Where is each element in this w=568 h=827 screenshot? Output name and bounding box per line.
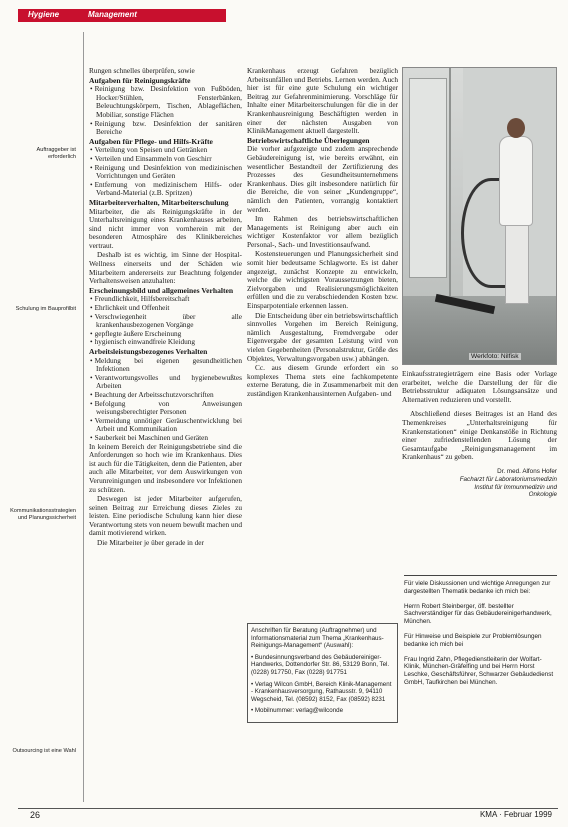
acknowledgements-box (404, 575, 557, 694)
list-item: • Ehrlichkeit und Offenheit (89, 304, 242, 313)
list-reinigung (89, 85, 242, 137)
list-item: • Befolgung von Anweisungen weisungsberechtigter Personen (89, 400, 242, 417)
list-item: • Meldung bei eigenen gesundheitlichen Infektionen (89, 357, 242, 374)
address-info-box (247, 623, 398, 723)
photo-door (409, 78, 447, 278)
list-arbeit (89, 357, 242, 443)
infobox-title: Anschriften für Beratung (Auftragnehmer) und Informationsmaterial zum Thema „Krankenhaus-Reinigungs-Management“ (Auswahl): (251, 627, 384, 650)
list-item: • Sauberkeit bei Maschinen und Geräten (89, 434, 242, 443)
heading-arbeit: Arbeitsleistungsbezogenes Verhalten (89, 347, 208, 356)
margin-note-1: Auftraggeber ist erforderlich (36, 147, 76, 160)
paragraph: Einkaufsstrategieträgern eine Basis oder Vorlage erarbeitet, welche die Darstellung der für die Betriebsstruktur adäquaten Lösungsansätze und Alternativen reduzieren und vorstellt. (402, 370, 557, 404)
issue-label: KMA · Februar 1999 (479, 810, 552, 819)
paragraph: In keinem Bereich der Reinigungsbetriebe sind die Anforderungen so hoch wie im Krankenhaus. Dies ist auch für die Tätigkeiten, denn die Patienten, aber auch alle Mitarbeiter, vor dem Auswirkungen von Verunreinigungen und insbesondere vor Infektionen zu schützen. (89, 441, 242, 494)
author-name: Dr. med. Alfons Hofer (497, 467, 557, 475)
worker-legs (505, 224, 529, 304)
list-item: • Verteilung von Speisen und Getränken (89, 146, 242, 155)
list-item: • Reinigung und Desinfektion von medizinischen Vorrichtungen und Geräten (89, 164, 242, 181)
list-item: • Vermeidung unnötiger Geräuschentwicklung bei Arbeit und Kommunikation (89, 417, 242, 434)
margin-note-3: Kommunikationsstrategien und Planungssicherheit (10, 508, 76, 521)
list-item: • Verantwortungsvolles und hygienebewußtes Arbeiten (89, 374, 242, 391)
margin-divider (83, 32, 84, 802)
paragraph: Für viele Diskussionen und wichtige Anregungen zur dargestellten Thematik bedanke ich mich bei: (404, 580, 551, 595)
subsection-label: Management (88, 10, 137, 19)
list-item: • Freundlichkeit, Hilfsbereitschaft (89, 295, 242, 304)
author-role: Onkologie (528, 491, 557, 499)
paragraph: Frau Ingrid Zahn, Pflegedienstleiterin der Wolfart-Klinik, München-Gräfelfing und bei Herrn Horst Leschke, Geschäftsführer, Schwarzer Gebäudedienst GmbH, Taufkirchen bei München. (404, 655, 554, 686)
paragraph: Abschließend dieses Beitrages ist an Hand des Themenkreises „Unterhaltsreinigung für Krankenstationen“ einige Denkanstöße in Richtung einer zufriedenstellenden Lösung der Gesamtaufgabe „Reinigungsmanagement im Krankenhaus“ zu geben. (402, 409, 557, 462)
author-role: Facharzt für Laboratoriumsmedizin (459, 475, 557, 483)
author-role: Institut für Immunmedizin und (474, 483, 557, 491)
paragraph: Cc. aus diesem Grunde erfordert ein so komplexes Thema stets eine fachkompetente externe Beratung, die in Zusammenarbeit mit den zuständigen Krankenhausinternen Aufgaben- und (247, 363, 398, 398)
paragraph: Deshalb ist es wichtig, im Sinne der Hospital-Wellness einerseits und der Schäden wie Mitarbeitern andererseits zur Beachtung folgender Verhaltensweisen anzuhalten: (89, 250, 242, 286)
footer-rule (18, 808, 558, 809)
paragraph: Für Hinweise und Beispiele zur Problemlösungen bedanke ich mich bei (404, 632, 542, 648)
paragraph: Kostensteuerungen und Planungssicherheit sind somit hier bedeutsame Schlagworte. Es ist daher angezeigt, zunächst Konzepte zu entwickeln, welche die wichtigsten Voraussetzungen bieten, Zielvorgaben und Realisierungsmöglichkeiten erfüllen und die zu verabschiedenden Kosten bzw. Einsparpotentiale erkennen lassen. (247, 249, 398, 311)
worker-head (507, 118, 525, 138)
list-pflege (89, 146, 242, 198)
section-label: Hygiene (28, 10, 60, 19)
article-column-2 (247, 67, 398, 619)
paragraph: Die Mitarbeiter je über gerade in der (97, 538, 204, 548)
heading-verhalten: Mitarbeiterverhalten, Mitarbeiterschulung (89, 197, 229, 207)
margin-note-2: Schulung im Bauprofilbit (15, 306, 76, 312)
list-erscheinung (89, 295, 242, 347)
list-item: • Verschwiegenheit über alle krankenhausbezogenen Vorgänge (89, 313, 242, 330)
paragraph: Im Rahmen des betriebswirtschaftlichen Managements ist Reinigung aber auch ein wichtiger Kostenfaktor vor allem bezüglich Personal-, Sach- und Investitionsaufwand. (247, 214, 398, 249)
article-column-1 (89, 67, 242, 797)
paragraph: Mitarbeiter, die als Reinigungskräfte in der Unterhaltsreinigung eines Krankenhauses arbeiten, sind nicht immer von vornherein mit der besonderen Atmosphäre des Klinikbereiches vertraut. (89, 206, 242, 250)
address-entry: • Bundesinnungsverband des Gebäudereiniger-Handwerks, Dottendorfer Str. 86, 53129 Bonn, Tel. (0228) 917750, Fax (0228) 917751 (251, 653, 390, 676)
list-item: • Reinigung bzw. Desinfektion der sanitären Bereiche (89, 120, 242, 137)
address-entry: • Verlag Wilcon GmbH, Bereich Klinik-Management - Krankenhausversorgung, Rathausstr. 9, 94110 Wegscheid, Tel. (08592) 8152, Fax (08592) 8231 (251, 680, 392, 703)
article-column-3 (402, 370, 557, 570)
heading-erscheinung: Erscheinungsbild und allgemeines Verhalten (89, 285, 234, 295)
section-header-bar (18, 9, 226, 22)
address-entry: • Mobilnummer: verlag@wilconde (251, 707, 344, 715)
paragraph: Deswegen ist jeder Mitarbeiter aufgerufen, seinen Beitrag zur Erreichung dieses Zieles zu leisten. Eine periodische Schulung kann hier diese Verantwortung stets von neuem bewußt machen und damit motivierend wirken. (89, 494, 242, 538)
paragraph: Herrn Robert Steinberger, öff. bestellter Sachverständiger für das Gebäudereinigerhandwerk, München. (404, 602, 552, 626)
list-item: • gepflegte äußere Erscheinung (89, 330, 242, 339)
list-item: • Reinigung bzw. Desinfektion von Fußböden, Hocker/Stühlen, Fensterbänken, Beleuchtungskörpern, Tischen, Ablageflächen, Mobiliar, sonstige Flächen (89, 85, 242, 119)
heading-pflege: Aufgaben für Pflege- und Hilfs-Kräfte (89, 136, 213, 146)
col1-intro: Rungen schnelles überprüfen, sowie (89, 67, 195, 75)
cleaning-photo (402, 67, 557, 365)
paragraph: Krankenhaus erzeugt Gefahren bezüglich Arbeitsunfällen und Betriebs. Lernen werden. Auch hier ist für eine gute Schulung ein wichtiger Beitrag zur Gefahrenminimierung. Vorschläge für Inhalte einer Mitarbeiterschulungen für die in der Krankenhausreinigung Beschäftigten werden in einer der nächsten Ausgaben von KlinikManagement aktuell dargestellt. (247, 67, 398, 136)
paragraph: Die vorher aufgezeigte und zudem ansprechende Gebäudereinigung ist, wie bereits erwähnt, ein wesentlicher Bestandteil der Zertifizierung des Prozesses des Gesundheitsunternehmens Krankenhaus. Dies gilt insbesondere natürlich für die Bereiche, die von seiner „Kundengruppe“, nämlich den Patienten, vorrangig kontaktiert werden. (247, 144, 398, 214)
margin-note-4: Outsourcing ist eine Wahl (12, 748, 76, 754)
list-item: • Beachtung der Arbeitsschutzvorschriften (89, 391, 242, 400)
heading-reinigungskraefte: Aufgaben für Reinigungskräfte (89, 75, 191, 85)
worker-body (499, 136, 533, 226)
photo-caption: Werkfoto: Nilfisk (471, 353, 519, 360)
author-block (402, 468, 557, 499)
list-item: • hygienisch einwandfreie Kleidung (89, 338, 242, 347)
list-item: • Entfernung von medizinischem Hilfs- oder Verband-Material (z.B. Spritzen) (89, 181, 242, 198)
heading-betriebswirtschaft: Betriebswirtschaftliche Überlegungen (247, 135, 370, 145)
paragraph: Die Entscheidung über ein betriebswirtschaftlich sinnvolles Vorgehen im Bereich Reinigung, nämlich Ausgestaltung, Fremdvergabe oder Eigenvergabe der gesamten Leistung wird von vielen Gegebenheiten (Personalstruktur, Größe des Objektes, Verwaltungsvorgaben usw.) abhängen. (247, 310, 398, 363)
list-item: • Verteilen und Einsammeln von Geschirr (89, 155, 242, 164)
page-number: 26 (30, 810, 41, 820)
